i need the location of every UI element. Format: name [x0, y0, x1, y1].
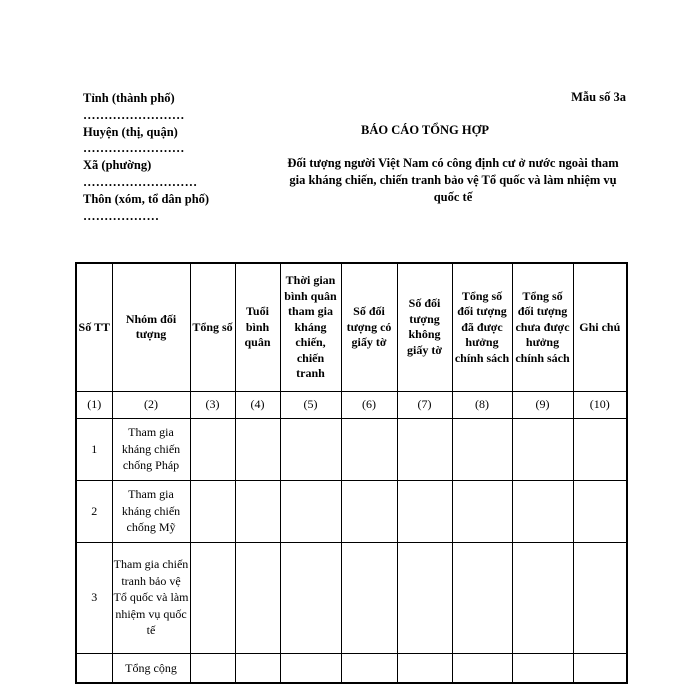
commune-label: Xã (phường) [83, 158, 152, 173]
empty-cell [397, 542, 452, 653]
group-name: Tham gia chiến tranh bảo vệ Tổ quốc và làm nhiệm vụ quốc tế [112, 542, 190, 653]
column-header: Tổng số [190, 263, 235, 391]
empty-cell [341, 418, 397, 480]
empty-cell [397, 418, 452, 480]
empty-cell [573, 542, 627, 653]
column-header: Thời gian bình quân tham gia kháng chiến, chiến tranh [280, 263, 341, 391]
column-header: Tuổi bình quân [235, 263, 280, 391]
empty-cell [280, 542, 341, 653]
empty-cell [573, 653, 627, 683]
empty-cell [397, 480, 452, 542]
empty-cell [573, 418, 627, 480]
empty-cell [573, 480, 627, 542]
column-number: (2) [112, 391, 190, 418]
empty-cell [235, 418, 280, 480]
province-dots: …………………… [83, 107, 185, 122]
report-table [75, 262, 628, 684]
group-name: Tham gia kháng chiến chống Mỹ [112, 480, 190, 542]
empty-cell [280, 418, 341, 480]
column-number: (9) [512, 391, 573, 418]
row-number: 1 [76, 418, 112, 480]
form-number: Mẫu số 3a [571, 90, 626, 104]
empty-cell [397, 653, 452, 683]
column-number: (5) [280, 391, 341, 418]
column-header: Số TT [76, 263, 112, 391]
district-label: Huyện (thị, quận) [83, 124, 178, 139]
column-number-row [76, 391, 627, 418]
column-header: Số đối tượng có giấy tờ [341, 263, 397, 391]
empty-cell [235, 653, 280, 683]
row-number: 2 [76, 480, 112, 542]
empty-cell [512, 542, 573, 653]
column-number: (4) [235, 391, 280, 418]
district-dots: …………………… [83, 141, 185, 156]
empty-cell [190, 418, 235, 480]
commune-dots: ……………………… [83, 174, 198, 189]
empty-cell [341, 653, 397, 683]
empty-cell [235, 542, 280, 653]
village-dots: ……………… [83, 208, 160, 223]
column-header: Ghi chú [573, 263, 627, 391]
province-label: Tỉnh (thành phố) [83, 91, 175, 105]
administrative-unit-block [83, 90, 273, 224]
empty-cell [452, 418, 512, 480]
group-name: Tham gia kháng chiến chống Pháp [112, 418, 190, 480]
column-header: Tổng số đối tượng đã được hưởng chính sách [452, 263, 512, 391]
village-label: Thôn (xóm, tổ dân phố) [83, 191, 210, 206]
empty-cell [190, 480, 235, 542]
row-number: 3 [76, 542, 112, 653]
empty-cell [512, 480, 573, 542]
column-number: (3) [190, 391, 235, 418]
report-subtitle: Đối tượng người Việt Nam có công định cư ở nước ngoài tham gia kháng chiến, chiến tranh bảo vệ Tổ quốc và làm nhiệm vụ quốc tế [287, 156, 619, 204]
empty-cell [452, 480, 512, 542]
table-row [76, 480, 627, 542]
column-header: Tổng số đối tượng chưa được hưởng chính sách [512, 263, 573, 391]
empty-cell [341, 480, 397, 542]
column-number: (8) [452, 391, 512, 418]
empty-cell [190, 653, 235, 683]
empty-cell [452, 653, 512, 683]
empty-cell [190, 542, 235, 653]
table-header-row [76, 263, 627, 391]
empty-cell [452, 542, 512, 653]
empty-cell [235, 480, 280, 542]
empty-cell [512, 418, 573, 480]
column-number: (6) [341, 391, 397, 418]
table-row [76, 542, 627, 653]
table-row [76, 418, 627, 480]
report-title: BÁO CÁO TỔNG HỢP [361, 123, 489, 137]
row-number [76, 653, 112, 683]
column-number: (10) [573, 391, 627, 418]
column-number: (1) [76, 391, 112, 418]
column-header: Số đối tượng không giấy tờ [397, 263, 452, 391]
column-number: (7) [397, 391, 452, 418]
empty-cell [341, 542, 397, 653]
group-name: Tổng cộng [112, 653, 190, 683]
empty-cell [512, 653, 573, 683]
column-header: Nhóm đối tượng [112, 263, 190, 391]
empty-cell [280, 480, 341, 542]
total-row [76, 653, 627, 683]
empty-cell [280, 653, 341, 683]
